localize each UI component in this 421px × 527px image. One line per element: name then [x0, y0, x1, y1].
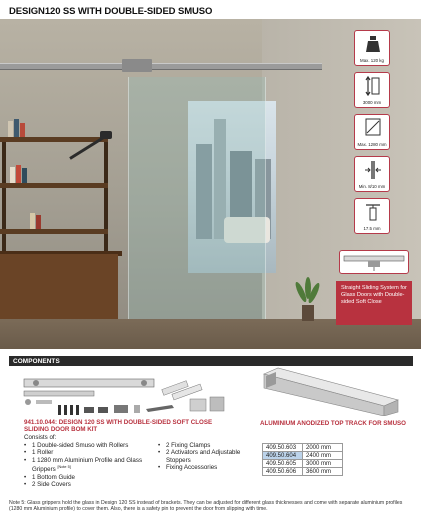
height-icon — [354, 72, 390, 108]
book — [10, 167, 15, 183]
list-item: • 2 Activators and Adjustable Stoppers — [158, 449, 248, 464]
book — [20, 123, 25, 137]
track-title: ALUMINIUM ANODIZED TOP TRACK FOR SMUSO — [260, 420, 406, 427]
kit-items-left — [24, 442, 154, 489]
list-item: • 2 Side Covers — [24, 481, 154, 488]
shelf-board — [0, 229, 108, 234]
rail-carriage — [122, 59, 152, 72]
spec-icons — [354, 30, 390, 240]
wall-lamp-head — [100, 131, 112, 139]
top-rail — [0, 63, 322, 70]
plant — [294, 277, 320, 322]
plant-pot — [302, 305, 314, 321]
track-length: 2000 mm — [303, 444, 343, 452]
book — [22, 168, 27, 183]
table-row — [263, 468, 343, 476]
table-row — [263, 452, 343, 460]
callout-box: Straight Sliding System for Glass Doors with Double-sided Soft Close — [336, 281, 412, 325]
list-item: • 1 Bottom Guide — [24, 474, 154, 481]
track-code: 409.50.604 — [263, 452, 303, 460]
track-code: 409.50.605 — [263, 460, 303, 468]
kit-items-right — [158, 442, 248, 472]
table-row — [263, 444, 343, 452]
track-length: 3000 mm — [303, 460, 343, 468]
book — [14, 119, 19, 137]
shelf-board — [0, 183, 108, 188]
footer-note: Note 5: Glass grippers hold the glass in Design 120 SS instead of brackets. They can be adjusted for different glass thicknesses and come with separate aluminium profiles (1280 mm Aluminium profile) to cover them. Also, there is a safety pin to prevent the door from slipping with time. — [9, 500, 403, 513]
weight-icon — [354, 30, 390, 66]
list-item: • 1 Double-sided Smuso with Rollers — [24, 442, 154, 449]
list-item: • 1 Roller — [24, 449, 154, 456]
book — [8, 121, 13, 137]
table-row — [263, 460, 343, 468]
icon-caption: Max. 120 kg — [360, 58, 384, 63]
top-track-illustration — [256, 366, 406, 416]
track-code: 409.50.603 — [263, 444, 303, 452]
kit-parts-illustration — [22, 375, 230, 417]
thickness-icon — [354, 156, 390, 192]
hero-photo — [0, 19, 421, 349]
track-length: 3600 mm — [303, 468, 343, 476]
book — [36, 215, 41, 229]
track-length: 2400 mm — [303, 452, 343, 460]
icon-caption: Max. 1280 mm — [357, 142, 387, 147]
width-icon — [354, 114, 390, 150]
components-header: COMPONENTS — [9, 356, 413, 366]
icon-caption: 17.5 mm — [363, 226, 381, 231]
list-item: • Fixing Accessories — [158, 464, 248, 471]
icon-caption: Min. 8/10 mm — [358, 184, 386, 189]
track-section-diagram — [339, 250, 409, 274]
list-item: • 1 1280 mm Aluminium Profile and Glass Grippers [Note 5] — [24, 457, 154, 474]
track-code: 409.50.606 — [263, 468, 303, 476]
book — [30, 213, 35, 229]
note-reference: [Note 5] — [57, 465, 71, 470]
list-item: • 2 Fixing Clamps — [158, 442, 248, 449]
consists-label: Consists of: — [24, 434, 57, 441]
shelf-board — [0, 137, 108, 142]
gap-icon — [354, 198, 390, 234]
kit-title: 941.10.044: DESIGN 120 SS WITH DOUBLE-SIDED SOFT CLOSE SLIDING DOOR BOM KIT — [24, 419, 213, 433]
book — [16, 165, 21, 183]
page-title: DESIGN120 SS WITH DOUBLE-SIDED SMUSO — [9, 6, 213, 17]
track-table — [262, 443, 343, 476]
icon-caption: 3000 mm — [362, 100, 382, 105]
glass-door-panel — [128, 77, 266, 347]
